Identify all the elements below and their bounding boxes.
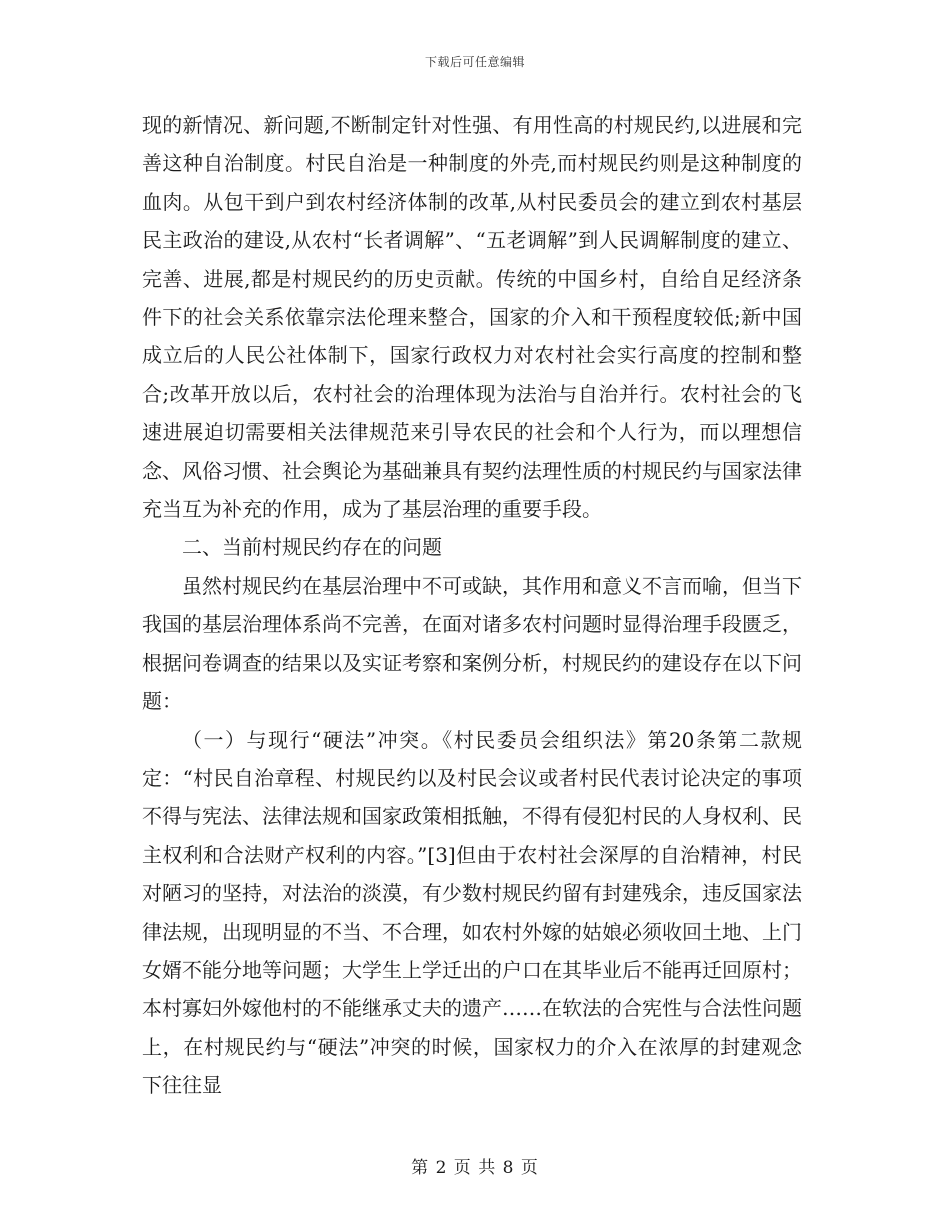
paragraph-continuation: 现的新情况、新问题,不断制定针对性强、有用性高的村规民约,以进展和完善这种自治制度。村民自治是一种制度的外壳,而村规民约则是这种制度的血肉。从包干到户到农村经济体制的改革,从村民委员会的建立到农村基层民主政治的建设,从农村“长者调解”、“五老调解”到人民调解制度的建立、完善、进展,都是村规民约的历史贡献。传统的中国乡村，自给自足经济条件下的社会关系依靠宗法伦理来整合，国家的介入和干预程度较低;新中国成立后的人民公社体制下，国家行政权力对农村社会实行高度的控制和整合;改革开放以后，农村社会的治理体现为法治与自治并行。农村社会的飞速进展迫切需要相关法律规范来引导农民的社会和个人行为，而以理想信念、风俗习惯、社会舆论为基础兼具有契约法理性质的村规民约与国家法律充当互为补充的作用，成为了基层治理的重要手段。	[142, 113, 802, 522]
paragraph-subsection-1: （一）与现行“硬法”冲突。《村民委员会组织法》第20条第二款规定：“村民自治章程、村规民约以及村民会议或者村民代表讨论决定的事项不得与宪法、法律法规和国家政策相抵触，不得有侵犯村民的人身权利、民主权利和合法财产权利的内容。”[3]但由于农村社会深厚的自治精神，村民对陋习的坚持，对法治的淡漠，有少数村规民约留有封建残余，违反国家法律法规，出现明显的不当、不合理，如农村外嫁的姑娘必须收回土地、上门女婿不能分地等问题；大学生上学迁出的户口在其毕业后不能再迁回原村；本村寡妇外嫁他村的不能继承丈夫的遗产……在软法的合宪性与合法性问题上，在村规民约与“硬法”冲突的时候，国家权力的介入在浓厚的封建观念下往往显	[142, 727, 802, 1098]
page-number-footer: 第 2 页 共 8 页	[411, 1158, 539, 1178]
document-body	[142, 106, 802, 1105]
section-heading: 二、当前村规民约存在的问题	[182, 535, 442, 560]
paragraph-intro: 虽然村规民约在基层治理中不可或缺，其作用和意义不言而喻，但当下我国的基层治理体系尚不完善，在面对诸多农村问题时显得治理手段匮乏，根据问卷调查的结果以及实证考察和案例分析，村规民约的建设存在以下问题：	[142, 573, 802, 714]
page-header: 下载后可任意编辑	[424, 55, 525, 69]
